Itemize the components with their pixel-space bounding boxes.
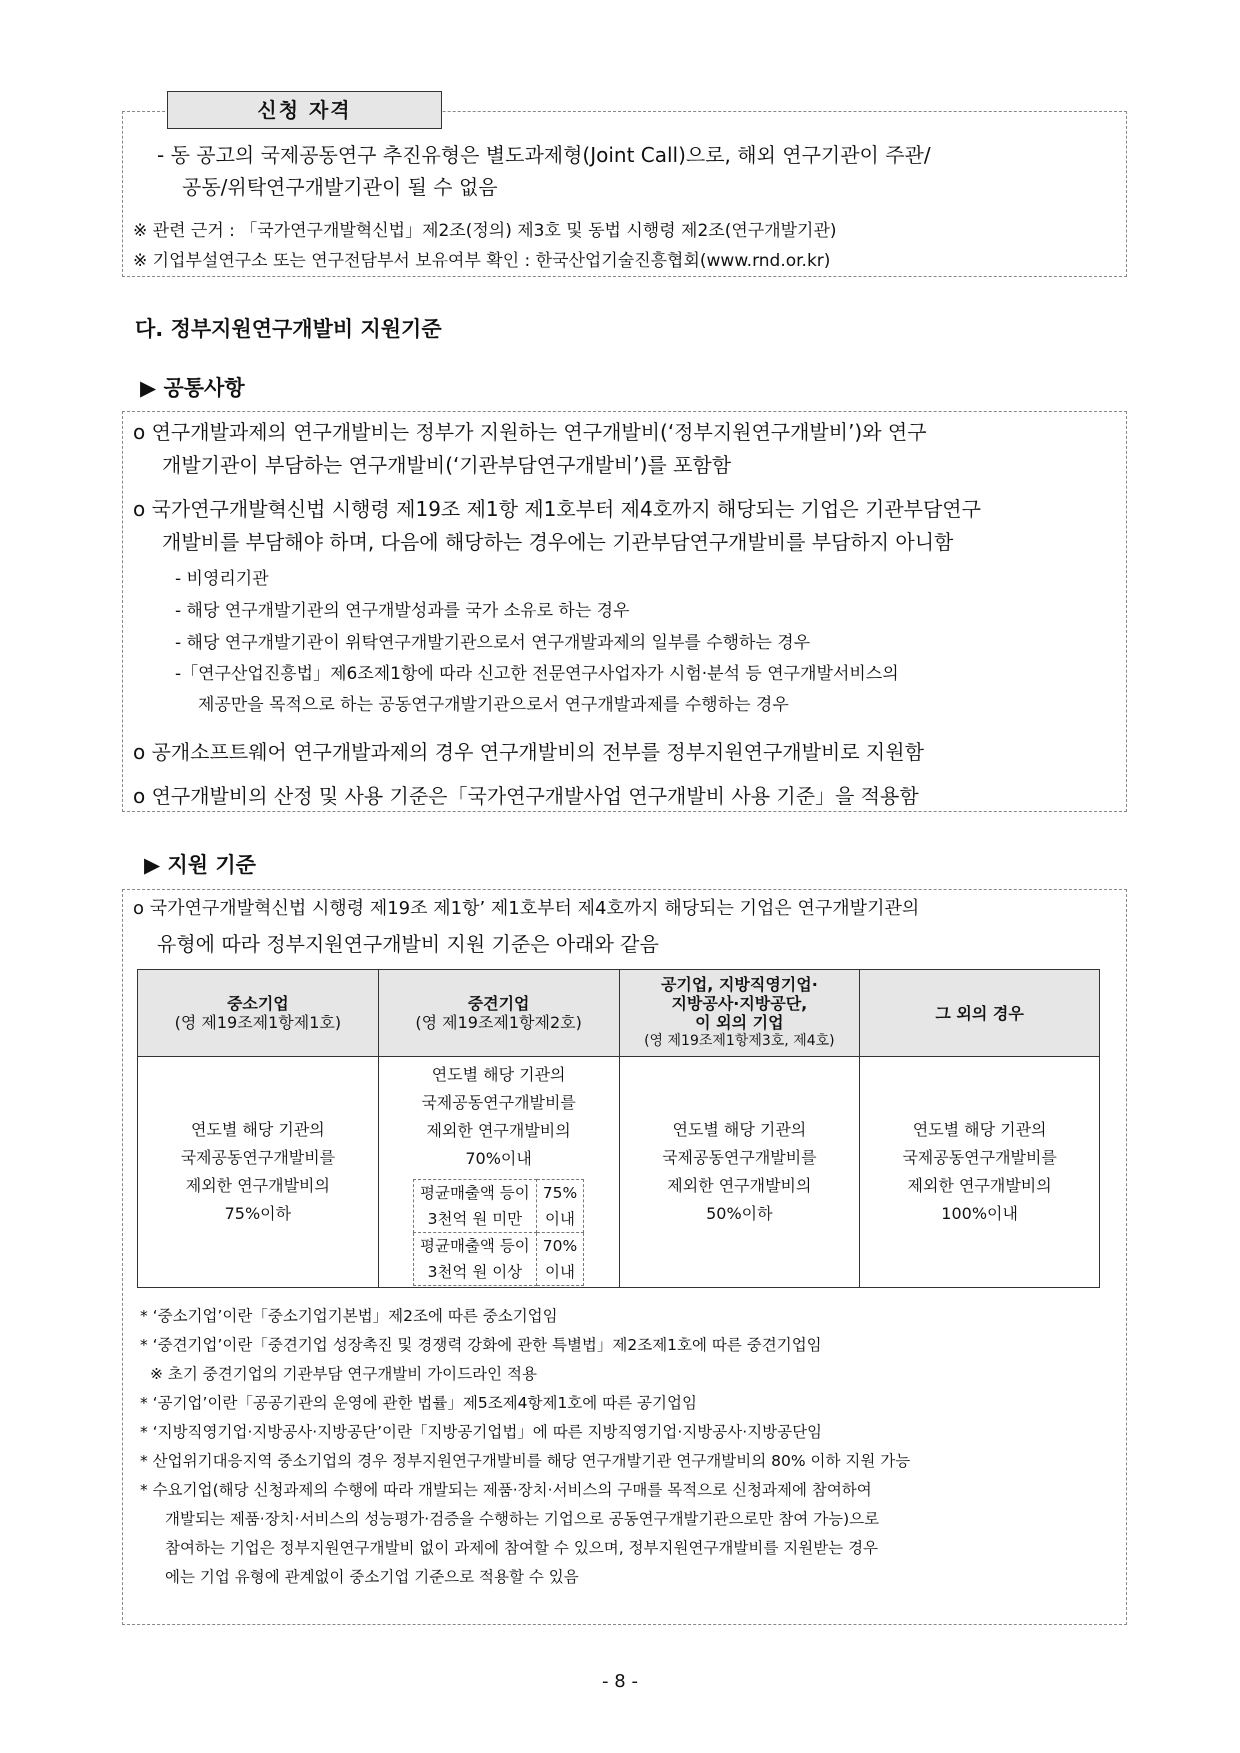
section-title: 다. 정부지원연구개발비 지원기준 bbox=[135, 317, 442, 341]
qualification-title: 신청 자격 bbox=[167, 91, 442, 129]
criteria-heading: ▶ 지원 기준 bbox=[144, 853, 256, 877]
qualification-bullet-cont: 공동/위탁연구개발기관이 될 수 없음 bbox=[182, 175, 498, 199]
header-sme: 중소기업 (영 제19조제1항제1호) bbox=[138, 970, 379, 1057]
common-heading: ▶ 공통사항 bbox=[140, 376, 245, 400]
sales-rate: 75% 이내 bbox=[536, 1180, 583, 1233]
qualification-note: ※ 기업부설연구소 또는 연구전담부서 보유여부 확인 : 한국산업기술진흥협회(www.rnd.or.kr) bbox=[133, 251, 831, 271]
support-criteria-table bbox=[137, 969, 1100, 1288]
header-public: 공기업, 지방직영기업· 지방공사·지방공단, 이 외의 기업 (영 제19조제1항제3호, 제4호) bbox=[619, 970, 860, 1057]
footnote: * ‘지방직영기업·지방공사·지방공단’이란「지방공기업법」에 따른 지방직영기업·지방공사·지방공단임 bbox=[140, 1423, 823, 1441]
qualification-bullet: - 동 공고의 국제공동연구 추진유형은 별도과제형(Joint Call)으로, 해외 연구기관이 주관/ bbox=[157, 143, 931, 167]
criteria-item: o 국가연구개발혁신법 시행령 제19조 제1항’ 제1호부터 제4호까지 해당되는 기업은 연구개발기관의 bbox=[133, 898, 920, 919]
footnote: * 산업위기대응지역 중소기업의 경우 정부지원연구개발비를 해당 연구개발기관 연구개발비의 80% 이하 지원 가능 bbox=[140, 1452, 911, 1470]
common-subitem: - 해당 연구개발기관이 위탁연구개발기관으로서 연구개발과제의 일부를 수행하는 경우 bbox=[175, 633, 811, 653]
common-subitem: - 해당 연구개발기관의 연구개발성과를 국가 소유로 하는 경우 bbox=[175, 601, 630, 621]
footnote: ※ 초기 중견기업의 기관부담 연구개발비 가이드라인 적용 bbox=[150, 1365, 537, 1383]
footnote-cont: 개발되는 제품·장치·서비스의 성능평가·검증을 수행하는 기업으로 공동연구개발기관으로만 참여 가능)으로 bbox=[165, 1510, 880, 1528]
cell-midsize: 연도별 해당 기관의 국제공동연구개발비를 제외한 연구개발비의 70%이내 평균매출액 등이 3천억 원 미만 75% 이내 평균매출액 등이 3천억 원 이상 70% 이내 bbox=[378, 1057, 619, 1288]
common-subitem: - 비영리기관 bbox=[175, 569, 269, 589]
midsize-sales-table bbox=[413, 1179, 584, 1286]
criteria-item-cont: 유형에 따라 정부지원연구개발비 지원 기준은 아래와 같음 bbox=[157, 932, 659, 956]
sales-condition: 평균매출액 등이 3천억 원 이상 bbox=[414, 1233, 537, 1286]
page-number: - 8 - bbox=[602, 1671, 638, 1692]
cell-sme: 연도별 해당 기관의 국제공동연구개발비를 제외한 연구개발비의 75%이하 bbox=[138, 1057, 379, 1288]
sales-rate: 70% 이내 bbox=[536, 1233, 583, 1286]
common-item: o 연구개발비의 산정 및 사용 기준은「국가연구개발사업 연구개발비 사용 기준」을 적용함 bbox=[133, 784, 919, 808]
footnote: * ‘공기업’이란「공공기관의 운영에 관한 법률」제5조제4항제1호에 따른 공기업임 bbox=[140, 1394, 697, 1412]
cell-public: 연도별 해당 기관의 국제공동연구개발비를 제외한 연구개발비의 50%이하 bbox=[619, 1057, 860, 1288]
common-subitem-cont: 제공만을 목적으로 하는 공동연구개발기관으로서 연구개발과제를 수행하는 경우 bbox=[198, 695, 789, 715]
common-item: o 연구개발과제의 연구개발비는 정부가 지원하는 연구개발비(‘정부지원연구개발비’)와 연구 bbox=[133, 420, 927, 444]
footnote-cont: 참여하는 기업은 정부지원연구개발비 없이 과제에 참여할 수 있으며, 정부지원연구개발비를 지원받는 경우 bbox=[165, 1539, 879, 1557]
sales-condition: 평균매출액 등이 3천억 원 미만 bbox=[414, 1180, 537, 1233]
header-other: 그 외의 경우 bbox=[860, 970, 1100, 1057]
common-item-cont: 개발기관이 부담하는 연구개발비(‘기관부담연구개발비’)를 포함함 bbox=[162, 453, 732, 477]
common-item-cont: 개발비를 부담해야 하며, 다음에 해당하는 경우에는 기관부담연구개발비를 부담하지 아니함 bbox=[162, 530, 954, 554]
common-subitem: -「연구산업진흥법」제6조제1항에 따라 신고한 전문연구사업자가 시험·분석 등 연구개발서비스의 bbox=[175, 664, 899, 684]
cell-other: 연도별 해당 기관의 국제공동연구개발비를 제외한 연구개발비의 100%이내 bbox=[860, 1057, 1100, 1288]
footnote: * ‘중소기업’이란「중소기업기본법」제2조에 따른 중소기업임 bbox=[140, 1307, 558, 1325]
footnote: * 수요기업(해당 신청과제의 수행에 따라 개발되는 제품·장치·서비스의 구매를 목적으로 신청과제에 참여하여 bbox=[140, 1481, 872, 1499]
header-midsize: 중견기업 (영 제19조제1항제2호) bbox=[378, 970, 619, 1057]
common-item: o 국가연구개발혁신법 시행령 제19조 제1항 제1호부터 제4호까지 해당되는 기업은 기관부담연구 bbox=[133, 497, 981, 521]
footnote-cont: 에는 기업 유형에 관계없이 중소기업 기준으로 적용할 수 있음 bbox=[165, 1568, 579, 1586]
footnote: * ‘중견기업’이란「중견기업 성장촉진 및 경쟁력 강화에 관한 특별법」제2조제1호에 따른 중견기업임 bbox=[140, 1336, 822, 1354]
common-item: o 공개소프트웨어 연구개발과제의 경우 연구개발비의 전부를 정부지원연구개발비로 지원함 bbox=[133, 740, 924, 764]
qualification-note: ※ 관련 근거 : 「국가연구개발혁신법」제2조(정의) 제3호 및 동법 시행령 제2조(연구개발기관) bbox=[133, 221, 837, 241]
